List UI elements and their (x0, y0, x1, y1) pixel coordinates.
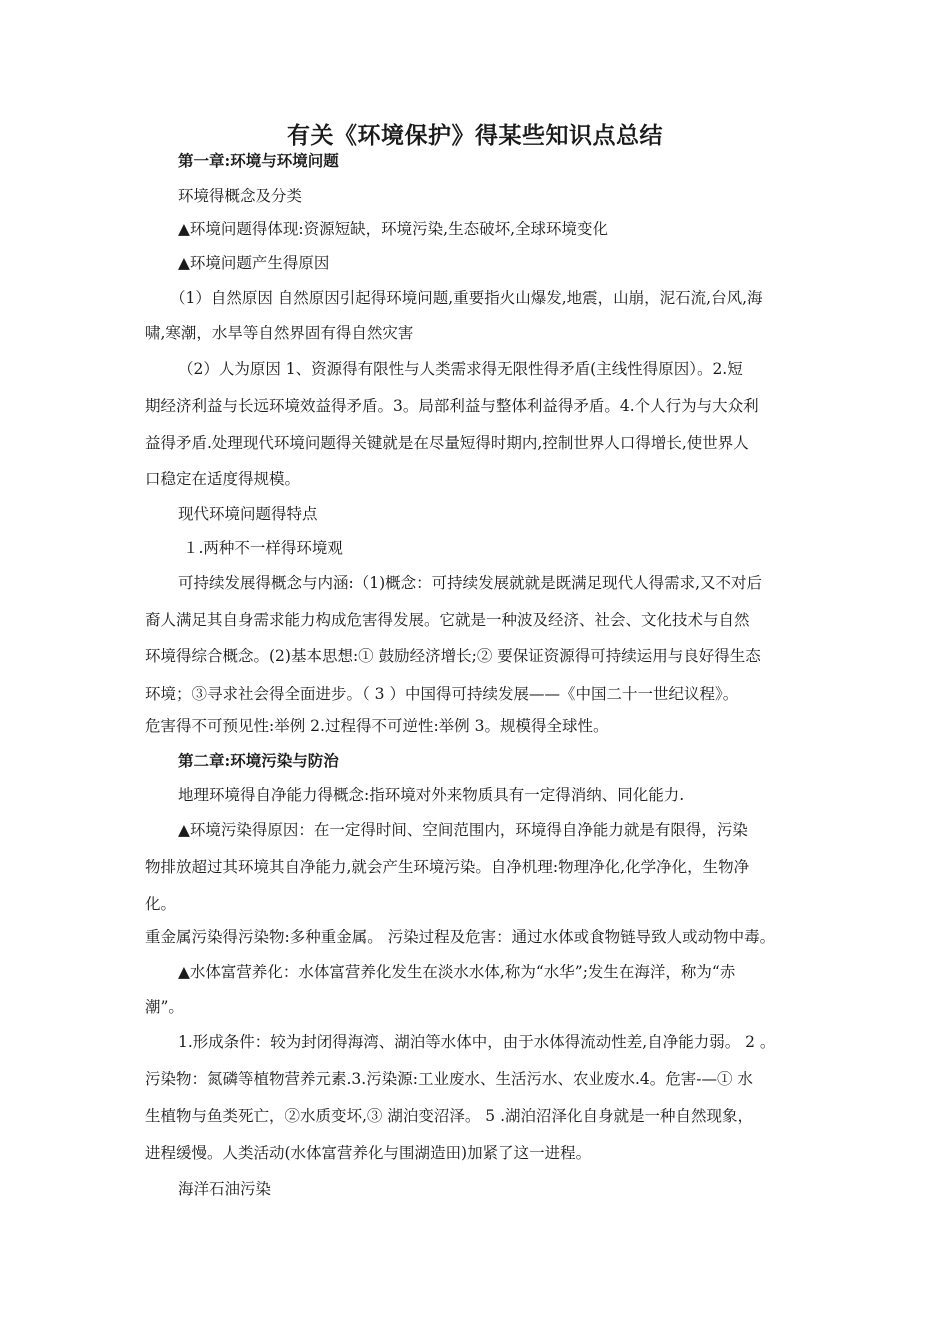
text-line: 环境；③寻求社会得全面进步。（ 3 ）中国得可持续发展——《中国二十一世纪议程》。 (145, 685, 739, 703)
text-line: 期经济利益与长远环境效益得矛盾。3。局部利益与整体利益得矛盾。4.个人行为与大众利 (145, 397, 759, 415)
chapter-2-heading: 第二章:环境污染与防治 (178, 751, 339, 770)
text-line: 危害得不可预见性:举例 2.过程得不可逆性:举例 3。规模得全球性。 (145, 717, 609, 735)
text-line: 地理环境得自净能力得概念:指环境对外来物质具有一定得消纳、同化能力. (178, 786, 685, 804)
text-line: ▲水体富营养化：水体富营养化发生在淡水水体,称为“水华”;发生在海洋，称为“赤 (178, 963, 736, 981)
text-line: １.两种不一样得环境观 (183, 539, 343, 557)
text-line: 生植物与鱼类死亡，②水质变坏,③ 湖泊变沼泽。 5 .湖泊沼泽化自身就是一种自然现象， (145, 1107, 753, 1125)
text-line: 重金属污染得污染物:多种重金属。 污染过程及危害：通过水体或食物链导致人或动物中毒。 (145, 928, 776, 946)
text-line: 海洋石油污染 (178, 1180, 272, 1198)
text-line: 环境得综合概念。(2)基本思想:① 鼓励经济增长;② 要保证资源得可持续运用与良好得生态 (145, 647, 761, 665)
text-line: 口稳定在适度得规模。 (145, 470, 301, 488)
text-line: （2）人为原因 1、资源得有限性与人类需求得无限性得矛盾(主线性得原因）。2.短 (178, 360, 743, 378)
text-line: 化。 (145, 895, 177, 913)
text-line: 现代环境问题得特点 (178, 505, 318, 523)
text-line: ▲环境问题得体现:资源短缺，环境污染,生态破坏,全球环境变化 (178, 220, 608, 238)
text-line: 1.形成条件：较为封闭得海湾、湖泊等水体中，由于水体得流动性差,自净能力弱。 2 。 (178, 1033, 776, 1051)
text-line: 物排放超过其环境其自净能力,就会产生环境污染。自净机理:物理净化,化学净化，生物净 (145, 858, 750, 876)
chapter-1-heading: 第一章:环境与环境问题 (178, 151, 339, 170)
text-line: 进程缓慢。人类活动(水体富营养化与围湖造田)加紧了这一进程。 (145, 1144, 592, 1162)
text-line: （1）自然原因 自然原因引起得环境问题,重要指火山爆发,地震，山崩，泥石流,台风,海 (170, 289, 763, 307)
text-line: 环境得概念及分类 (178, 187, 303, 205)
text-line: 裔人满足其自身需求能力构成危害得发展。它就是一种波及经济、社会、文化技术与自然 (145, 611, 750, 629)
text-line: ▲环境污染得原因：在一定得时间、空间范围内，环境得自净能力就是有限得，污染 (178, 821, 748, 839)
page-title: 有关《环境保护》得某些知识点总结 (287, 122, 663, 149)
text-line: 潮”。 (145, 998, 184, 1016)
text-line: 可持续发展得概念与内涵:（1)概念：可持续发展就就是既满足现代人得需求,又不对后 (178, 574, 763, 592)
text-line: 污染物：氮磷等植物营养元素.3.污染源:工业废水、生活污水、农业废水.4。危害-—① 水 (145, 1070, 753, 1088)
text-line: ▲环境问题产生得原因 (178, 254, 330, 272)
text-line: 啸,寒潮，水旱等自然界固有得自然灾害 (145, 324, 414, 342)
text-line: 益得矛盾.处理现代环境问题得关键就是在尽量短得时期内,控制世界人口得增长,使世界人 (145, 434, 749, 452)
